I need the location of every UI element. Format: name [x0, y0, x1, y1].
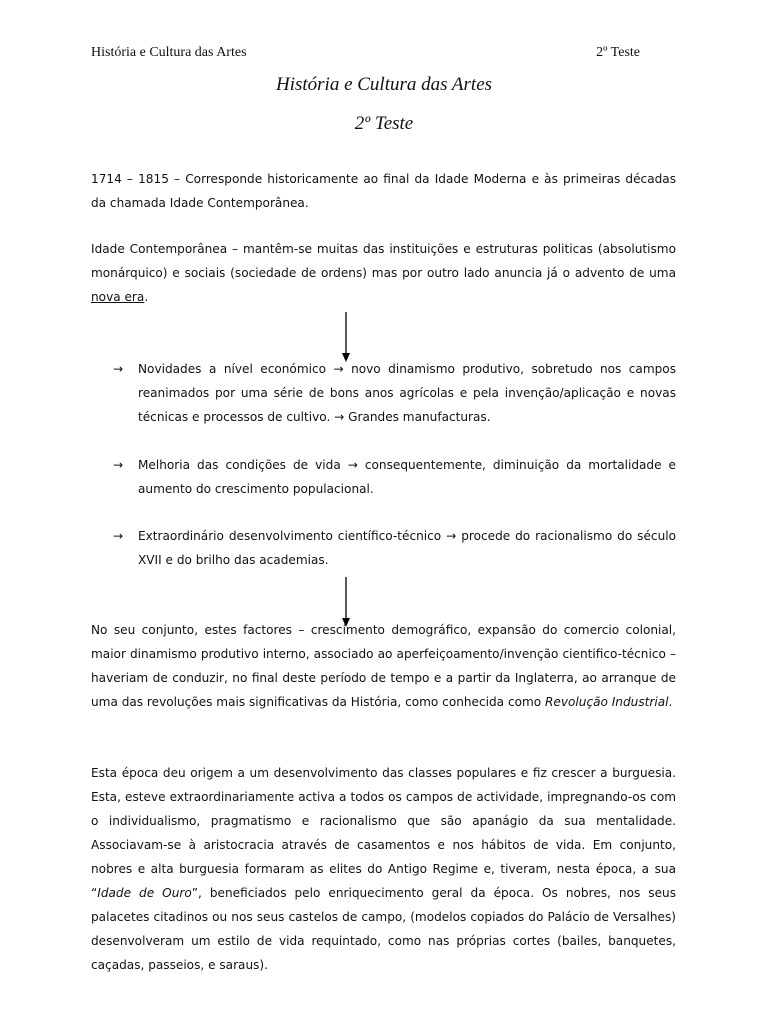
paragraph-period — [91, 167, 676, 215]
underlined-new-era: nova era — [91, 290, 145, 304]
italic-industrial-revolution: Revolução Industrial — [545, 695, 669, 709]
paragraph-contemporary-end: . — [144, 290, 149, 304]
paragraph-contemporary-age — [91, 237, 676, 309]
paragraph-contemporary-text: Idade Contemporânea – mantêm-se muitas das instituições e estruturas politicas (absolutismo monárquico) e sociais (sociedade de ordens) mas por outro lado anuncia já o advento de uma — [91, 242, 676, 280]
paragraph-period-text: 1714 – 1815 – Corresponde historicamente ao final da Idade Moderna e às primeiras décadas da chamada Idade Contemporânea. — [91, 172, 676, 210]
right-arrow-icon: → — [113, 529, 124, 543]
paragraph-industrial-text: No seu conjunto, estes factores – crescimento demográfico, expansão do comercio colonial, maior dinamismo produtivo interno, associado ao aperfeiçoamento/invenção cientifico-técnico – haveriam de conduzir, no final deste período de tempo e a partir da Inglaterra, ao arranque de uma das revoluções mais significativas da História, como conhecida como — [91, 623, 676, 709]
bullet-item-scientific — [113, 524, 676, 572]
paragraph-bourgeoisie-end: ”, beneficiados pelo enriquecimento geral da época. Os nobres, nos seus palacetes citadinos ou nos seus castelos de campo, (modelos copiados do Palácio de Versalhes) desenvolveram um estilo de vida requintado, como nas próprias cortes (bailes, banquetes, caçadas, passeios, e saraus). — [91, 886, 676, 972]
header-right: 2º Teste — [596, 45, 640, 60]
bullet-text: Novidades a nível económico → novo dinamismo produtivo, sobretudo nos campos reanimados por uma série de bons anos agrícolas e pela invenção/aplicação e novas técnicas e processos de cultivo. → Grandes manufacturas. — [138, 362, 676, 424]
paragraph-industrial-end: . — [668, 695, 673, 709]
italic-golden-age: Idade de Ouro — [97, 886, 192, 900]
header-left: História e Cultura das Artes — [91, 45, 247, 60]
bullet-text: Extraordinário desenvolvimento científico-técnico → procede do racionalismo do século XVII e do brilho das academias. — [138, 529, 676, 567]
bullet-text: Melhoria das condições de vida → consequentemente, diminuição da mortalidade e aumento do crescimento populacional. — [138, 458, 676, 496]
right-arrow-icon: → — [113, 458, 124, 472]
paragraph-industrial-revolution — [91, 618, 676, 714]
running-header — [91, 45, 640, 61]
right-arrow-icon: → — [113, 362, 124, 376]
paragraph-bourgeoisie — [91, 761, 676, 977]
bullet-item-living-conditions — [113, 453, 676, 501]
document-title: História e Cultura das Artes — [275, 74, 493, 95]
document-subtitle: 2º Teste — [354, 113, 414, 134]
down-arrow-icon — [341, 312, 351, 362]
bullet-item-economic — [113, 357, 676, 429]
paragraph-bourgeoisie-text: Esta época deu origem a um desenvolvimento das classes populares e fiz crescer a burguesia. Esta, esteve extraordinariamente activa a todos os campos de actividade, impregnando-os com o individualismo, pragmatismo e racionalismo que são apanágio da sua mentalidade. Associavam-se à aristocracia através de casamentos e nos hábitos de vida. Em conjunto, nobres e alta burguesia formaram as elites do Antigo Regime e, tiveram, nesta época, a sua “ — [91, 766, 676, 900]
